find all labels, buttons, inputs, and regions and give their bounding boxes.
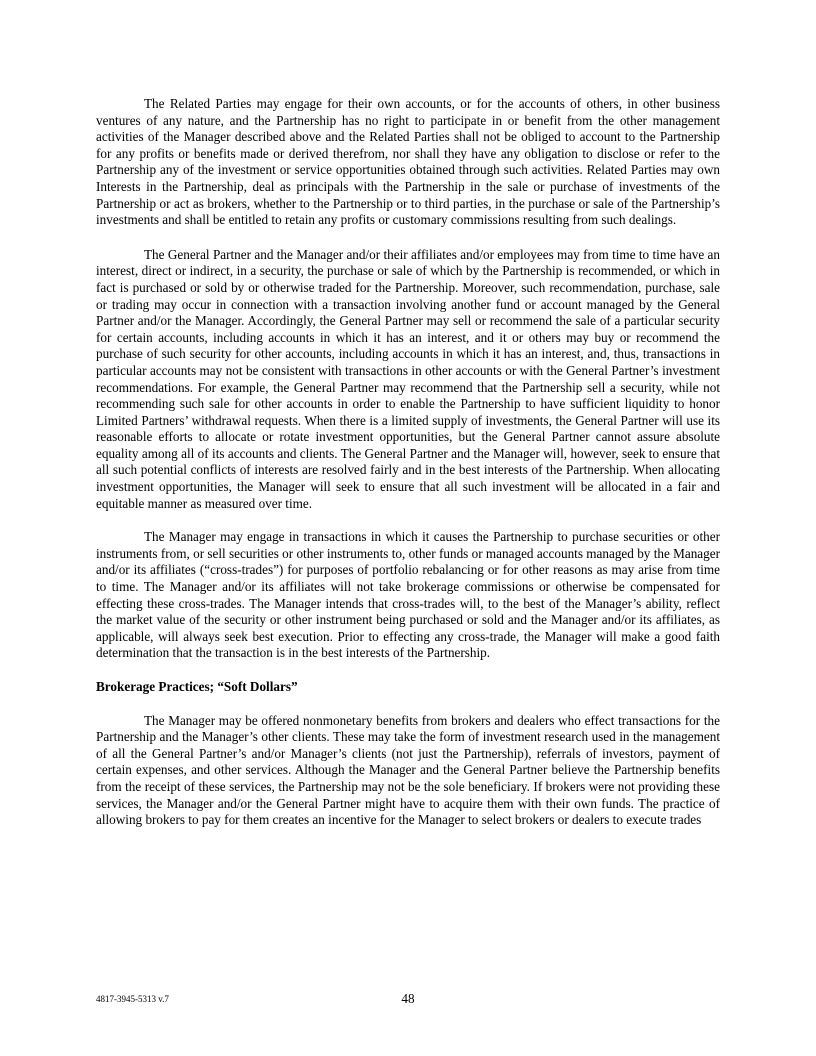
footer-document-id: 4817-3945-5313 v.7: [96, 994, 169, 1004]
paragraph-related-parties: The Related Parties may engage for their own accounts, or for the accounts of others, in other business ventures of any nature, and the Partnership has no right to participate in or benefit from the other management activities of the Manager described above and the Related Parties shall not be obliged to account to the Partnership for any profits or benefits made or derived therefrom, nor shall they have any obligation to disclose or refer to the Partnership any of the investment or service opportunities obtained through such activities. Related Parties may own Interests in the Partnership, deal as principals with the Partnership in the sale or purchase of investments of the Partnership or act as brokers, whether to the Partnership or to third parties, in the purchase or sale of the Partnership’s investments and shall be entitled to retain any profits or customary commissions resulting from such dealings.: [96, 96, 720, 228]
paragraph-cross-trades: The Manager may engage in transactions in which it causes the Partnership to purchase securities or other instruments from, or sell securities or other instruments to, other funds or managed accounts managed by the Manager and/or its affiliates (“cross-trades”) for purposes of portfolio rebalancing or for other reasons as may arise from time to time. The Manager and/or its affiliates will not take brokerage commissions or otherwise be compensated for effecting these cross-trades. The Manager intends that cross-trades will, to the best of the Manager’s ability, reflect the market value of the security or other instrument being purchased or sold and the Manager and/or its affiliates, as applicable, will always seek best execution. Prior to effecting any cross-trade, the Manager will make a good faith determination that the transaction is in the best interests of the Partnership.: [96, 529, 720, 661]
paragraph-conflicts-of-interest: The General Partner and the Manager and/or their affiliates and/or employees may from time to time have an interest, direct or indirect, in a security, the purchase or sale of which by the Partnership is recommended, or which in fact is purchased or sold by or otherwise traded for the Partnership. Moreover, such recommendation, purchase, sale or trading may occur in connection with a transaction involving another fund or account managed by the General Partner and/or the Manager. Accordingly, the General Partner may sell or recommend the sale of a particular security for certain accounts, including accounts in which it has an interest, and it or others may buy or recommend the purchase of such security for other accounts, including accounts in which it has an interest, and, thus, transactions in particular accounts may not be consistent with transactions in other accounts or with the General Partner’s investment recommendations. For example, the General Partner may recommend that the Partnership sell a security, while not recommending such sale for other accounts in order to enable the Partnership to have sufficient liquidity to honor Limited Partners’ withdrawal requests. When there is a limited supply of investments, the General Partner will use its reasonable efforts to allocate or rotate investment opportunities, but the General Partner cannot assure absolute equality among all of its accounts and clients. The General Partner and the Manager will, however, seek to ensure that all such potential conflicts of interests are resolved fairly and in the best interests of the Partnership. When allocating investment opportunities, the Manager will seek to ensure that all such investment will be allocated in a fair and equitable manner as measured over time.: [96, 246, 720, 511]
section-heading-brokerage-practices: Brokerage Practices; “Soft Dollars”: [96, 679, 298, 694]
page-number: 48: [401, 991, 415, 1006]
paragraph-soft-dollars: The Manager may be offered nonmonetary benefits from brokers and dealers who effect transactions for the Partnership and the Manager’s other clients. These may take the form of investment research used in the management of all the General Partner’s and/or Manager’s clients (not just the Partnership), referrals of investors, payment of certain expenses, and other services. Although the Manager and the General Partner believe the Partnership benefits from the receipt of these services, the Partnership may not be the sole beneficiary. If brokers were not providing these services, the Manager and/or the General Partner might have to acquire them with their own funds. The practice of allowing brokers to pay for them creates an incentive for the Manager to select brokers or dealers to execute trades: [96, 712, 720, 828]
document-body: [96, 96, 720, 829]
